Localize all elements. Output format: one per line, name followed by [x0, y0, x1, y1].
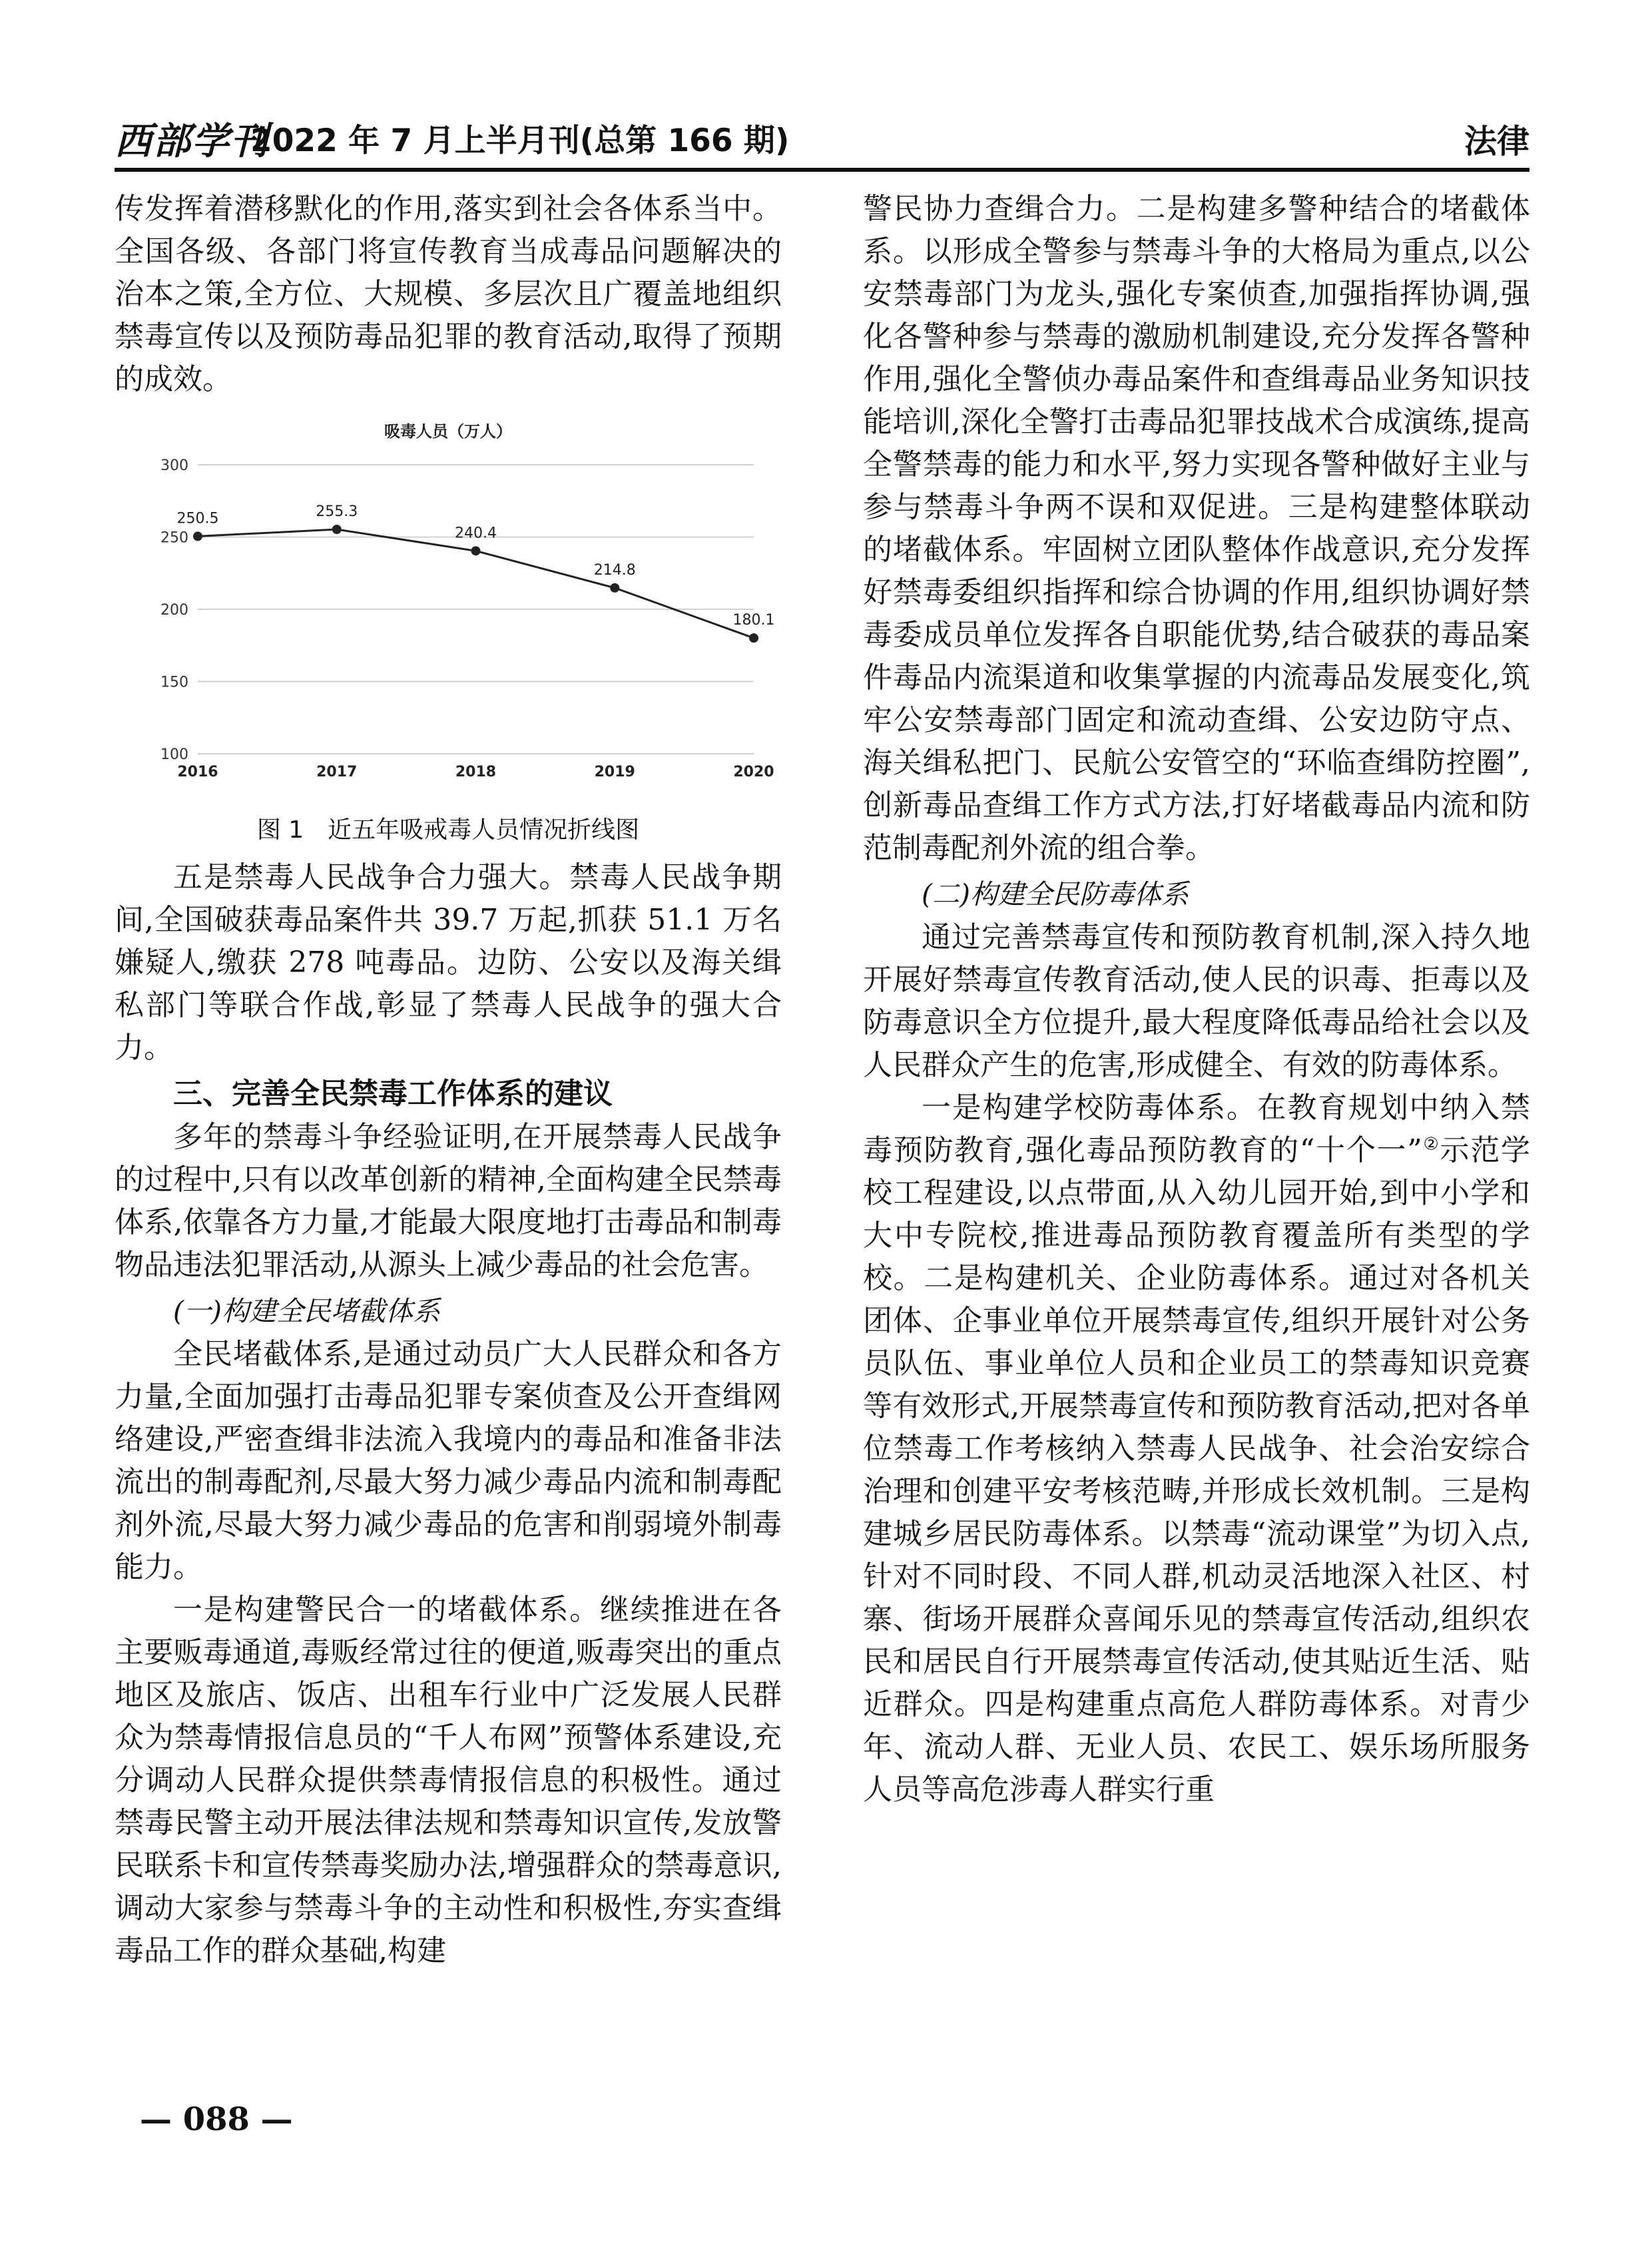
- chart-title: 吸毒人员（万人）: [384, 422, 512, 441]
- subsection-heading: (一)构建全民堵截体系: [173, 1295, 440, 1327]
- paragraph: 传发挥着潜移默化的作用,落实到社会各体系当中。全国各级、各部门将宣传教育当成毒品问题解决的治本之策,全方位、大规模、多层次且广覆盖地组织禁毒宣传以及预防毒品犯罪的教育活动,取得了预期的成效。: [115, 192, 782, 396]
- x-tick-label: 2018: [455, 764, 497, 780]
- y-tick-label: 100: [160, 746, 188, 763]
- data-point: [193, 531, 202, 541]
- y-tick-label: 200: [160, 602, 188, 619]
- y-tick-label: 300: [160, 457, 188, 474]
- journal-title: 西部学刊: [115, 119, 269, 163]
- paragraph: 五是禁毒人民战争合力强大。禁毒人民战争期间,全国破获毒品案件共 39.7 万起,抓获 51.1 万名嫌疑人,缴获 278 吨毒品。边防、公安以及海关缉私部门等联合作战,彰显了禁毒人民战争的强大合力。: [115, 860, 782, 1065]
- paragraph-text: 一是构建学校防毒体系。在教育规划中纳入禁毒预防教育,强化毒品预防教育的“十个一”: [863, 1091, 1530, 1167]
- x-tick-label: 2019: [594, 764, 635, 780]
- subsection-heading: (二)构建全民防毒体系: [922, 878, 1189, 910]
- right-column: [863, 188, 1530, 1811]
- paragraph: 一是构建警民合一的堵截体系。继续推进在各主要贩毒通道,毒贩经常过往的便道,贩毒突出的重点地区及旅店、饭店、出租车行业中广泛发展人民群众为禁毒情报信息员的“千人布网”预警体系建设,充分调动人民群众提供禁毒情报信息的积极性。通过禁毒民警主动开展法律法规和禁毒知识宣传,发放警民联系卡和宣传禁毒奖励办法,增强群众的禁毒意识,调动大家参与禁毒斗争的主动性和积极性,夯实查缉毒品工作的群众基础,构建: [115, 1593, 782, 1968]
- data-point: [749, 633, 758, 643]
- left-column: [115, 188, 782, 1972]
- paragraph: 警民协力查缉合力。二是构建多警种结合的堵截体系。以形成全警参与禁毒斗争的大格局为重点,以公安禁毒部门为龙头,强化专案侦查,加强指挥协调,强化各警种参与禁毒的激励机制建设,充分发挥各警种作用,强化全警侦办毒品案件和查缉毒品业务知识技能培训,深化全警打击毒品犯罪技战术合成演练,提高全警禁毒的能力和水平,努力实现各警种做好主业与参与禁毒斗争两不误和双促进。三是构建整体联动的堵截体系。牢固树立团队整体作战意识,充分发挥好禁毒委组织指挥和综合协调的作用,组织协调好禁毒委成员单位发挥各自职能优势,结合破获的毒品案件毒品内流渠道和收集掌握的内流毒品发展变化,筑牢公安禁毒部门固定和流动查缉、公安边防守点、海关缉私把门、民航公安管空的“环临查缉防控圈”,创新毒品查缉工作方式方法,打好堵截毒品内流和防范制毒配剂外流的组合拳。: [863, 192, 1530, 865]
- data-label: 250.5: [176, 510, 219, 527]
- section-name: 法律: [1464, 123, 1529, 160]
- page-number: — 088 —: [140, 2101, 293, 2138]
- section-heading: 三、完善全民禁毒工作体系的建议: [173, 1077, 613, 1111]
- issue-info: 2022 年 7 月上半月刊(总第 166 期): [250, 123, 790, 159]
- data-point: [471, 546, 481, 555]
- y-tick-label: 250: [160, 529, 188, 547]
- paragraph: [863, 1087, 1530, 1811]
- data-label: 214.8: [593, 561, 636, 579]
- x-tick-label: 2020: [733, 764, 774, 780]
- x-tick-label: 2016: [177, 764, 218, 780]
- paragraph: 全民堵截体系,是通过动员广大人民群众和各方力量,全面加强打击毒品犯罪专案侦查及公开查缉网络建设,严密查缉非法流入我境内的毒品和准备非法流出的制毒配剂,尽最大努力减少毒品内流和制毒配剂外流,尽最大努力减少毒品的危害和削弱境外制毒能力。: [115, 1337, 782, 1584]
- paragraph-text: 示范学校工程建设,以点带面,从入幼儿园开始,到中小学和大中专院校,推进毒品预防教育覆盖所有类型的学校。二是构建机关、企业防毒体系。通过对各机关团体、企事业单位开展禁毒宣传,组织开展针对公务员队伍、事业单位人员和企业员工的禁毒知识竞赛等有效形式,开展禁毒宣传和预防教育活动,把对各单位禁毒工作考核纳入禁毒人民战争、社会治安综合治理和创建平安考核范畴,并形成长效机制。三是构建城乡居民防毒体系。以禁毒“流动课堂”为切入点,针对不同时段、不同人群,机动灵活地深入社区、村寨、街场开展群众喜闻乐见的禁毒宣传活动,组织农民和居民自行开展禁毒宣传活动,使其贴近生活、贴近群众。四是构建重点高危人群防毒体系。对青少年、流动人群、无业人员、农民工、娱乐场所服务人员等高危涉毒人群实行重: [863, 1133, 1531, 1807]
- data-label: 180.1: [732, 612, 775, 629]
- footnote-ref: ②: [1422, 1134, 1440, 1155]
- data-label: 255.3: [316, 503, 358, 520]
- page-header: [115, 112, 1529, 165]
- chart-svg: [115, 413, 782, 812]
- paragraph: 通过完善禁毒宣传和预防教育机制,深入持久地开展好禁毒宣传教育活动,使人民的识毒、拒毒以及防毒意识全方位提升,最大程度降低毒品给社会以及人民群众产生的危害,形成健全、有效的防毒体系。: [863, 920, 1530, 1082]
- data-point: [332, 525, 342, 534]
- line-chart: [115, 413, 782, 812]
- y-tick-label: 150: [160, 674, 188, 691]
- data-point: [610, 583, 619, 593]
- x-tick-label: 2017: [316, 764, 358, 780]
- data-label: 240.4: [455, 525, 497, 542]
- figure-caption: 图 1 近五年吸戒毒人员情况折线图: [256, 816, 640, 844]
- header-divider: [115, 168, 1529, 172]
- series-line: [198, 529, 754, 638]
- paragraph: 多年的禁毒斗争经验证明,在开展禁毒人民战争的过程中,只有以改革创新的精神,全面构建全民禁毒体系,依靠各方力量,才能最大限度地打击毒品和制毒物品违法犯罪活动,从源头上减少毒品的社会危害。: [115, 1120, 782, 1282]
